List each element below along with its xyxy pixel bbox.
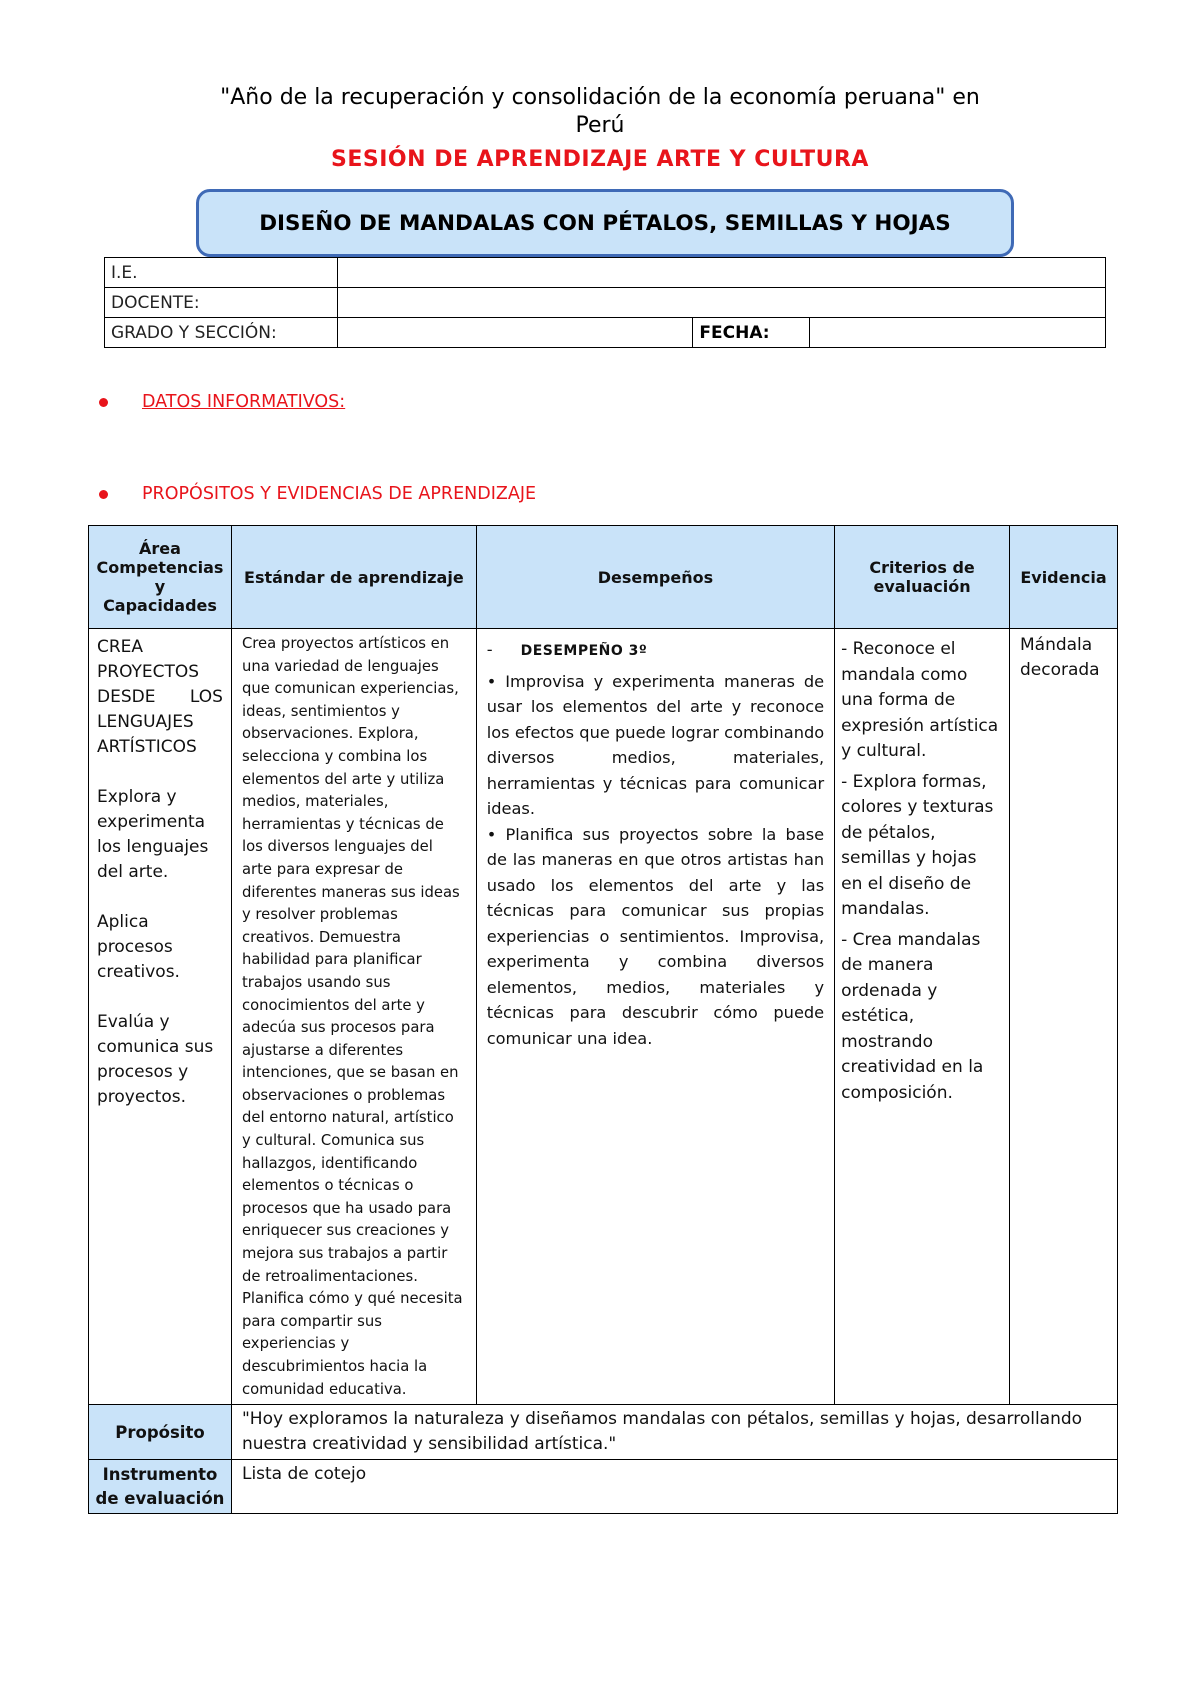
section-datos-title: DATOS INFORMATIVOS: bbox=[142, 392, 346, 412]
learning-table bbox=[88, 525, 1118, 1514]
header-criterios bbox=[835, 526, 1010, 629]
session-title: SESIÓN DE APRENDIZAJE ARTE Y CULTURA bbox=[331, 147, 869, 172]
fecha-label: FECHA: bbox=[693, 318, 810, 348]
instrumento-row bbox=[89, 1460, 1118, 1514]
competencias-cell bbox=[89, 629, 232, 1405]
proposito-text: "Hoy exploramos la naturaleza y diseñamos mandalas con pétalos, semillas y hojas, desarrollando nuestra creatividad y sensibilidad artística." bbox=[231, 1405, 1117, 1460]
capacidad-1: Explora y experimenta los lenguajes del arte. bbox=[97, 787, 209, 882]
motto-line-1: "Año de la recuperación y consolidación de la economía peruana" en bbox=[220, 85, 980, 110]
desempenos-cell bbox=[476, 629, 834, 1405]
ie-value[interactable] bbox=[337, 258, 1105, 288]
grado-value[interactable] bbox=[337, 318, 693, 348]
header-evidencia: Evidencia bbox=[1009, 526, 1117, 629]
docente-label: DOCENTE: bbox=[105, 288, 338, 318]
grado-label: GRADO Y SECCIÓN: bbox=[105, 318, 338, 348]
info-row-ie bbox=[105, 258, 1106, 288]
instrumento-text: Lista de cotejo bbox=[231, 1460, 1117, 1514]
capacidad-2: Aplica procesos creativos. bbox=[97, 912, 180, 982]
criterio-1: - Reconoce el mandala como una forma de expresión artística y cultural. bbox=[841, 639, 999, 761]
bullet-icon bbox=[99, 490, 108, 499]
header-area-line: Capacidades bbox=[103, 596, 217, 615]
header-desempenos: Desempeños bbox=[476, 526, 834, 629]
info-table bbox=[104, 257, 1106, 348]
proposito-label: Propósito bbox=[89, 1405, 232, 1460]
ie-label: I.E. bbox=[105, 258, 338, 288]
content-row bbox=[89, 629, 1118, 1405]
header-estandar: Estándar de aprendizaje bbox=[231, 526, 476, 629]
estandar-cell bbox=[231, 629, 476, 1405]
desempeno-item-2: • Planifica sus proyectos sobre la base de las maneras en que otros artistas han usado los elementos del arte y las técnicas para comunicar sus propias experiencias o sentimientos. Improvisa, experimenta y combina diversos elementos, medios, materiales y técnicas para descubrir cómo puede comunicar una idea. bbox=[486, 824, 825, 1048]
instrumento-label: Instrumento de evaluación bbox=[89, 1460, 232, 1514]
evidencia-text: Mándala decorada bbox=[1019, 635, 1100, 680]
criterio-2: - Explora formas, colores y texturas de pétalos, semillas y hojas en el diseño de mandalas. bbox=[841, 771, 994, 919]
capacidad-3: Evalúa y comunica sus procesos y proyectos. bbox=[97, 1012, 214, 1107]
banner-title: DISEÑO DE MANDALAS CON PÉTALOS, SEMILLAS Y HOJAS bbox=[259, 210, 951, 236]
desempeno-dash: - bbox=[486, 640, 493, 659]
motto bbox=[0, 84, 1200, 140]
fecha-value[interactable] bbox=[810, 318, 1106, 348]
criterio-3: - Crea mandalas de manera ordenada y estética, mostrando creatividad en la composición. bbox=[841, 929, 984, 1103]
proposito-row bbox=[89, 1405, 1118, 1460]
header-area bbox=[89, 526, 232, 629]
evidencia-cell bbox=[1009, 629, 1117, 1405]
header-criterios-line: Criterios de bbox=[869, 558, 975, 577]
desempeno-heading bbox=[487, 637, 824, 665]
estandar-text: Crea proyectos artísticos en una variedad de lenguajes que comunican experiencias, ideas, sentimientos y observaciones. Explora, selecciona y combina los elementos del arte y utiliza medios, materiales, herramientas y técnicas de los diversos lenguajes del arte para expresar de diferentes maneras sus ideas y resolver problemas creativos. Demuestra habilidad para planificar trabajos usando sus conocimientos del arte y adecúa sus procesos para ajustarse a diferentes intenciones, que se basan en observaciones o problemas del entorno natural, artístico y cultural. Comunica sus hallazgos, identificando elementos o técnicas o procesos que ha usado para enriquecer sus creaciones y mejora sus trabajos a partir de retroalimentaciones. Planifica cómo y qué necesita para compartir sus experiencias y descubrimientos hacia la comunidad educativa. bbox=[241, 635, 463, 1398]
info-row-grado bbox=[105, 318, 1106, 348]
desempeno-item-1: • Improvisa y experimenta maneras de usar los elementos del arte y reconoce los efectos que puede lograr combinando diversos medios, materiales, herramientas y técnicas para comunicar ideas. bbox=[486, 671, 825, 818]
section-propositos-title: PROPÓSITOS Y EVIDENCIAS DE APRENDIZAJE bbox=[142, 484, 537, 504]
section-propositos bbox=[99, 484, 536, 504]
info-row-docente bbox=[105, 288, 1106, 318]
header-area-line: Competencias bbox=[96, 558, 224, 577]
desempeno-title: DESEMPEÑO 3º bbox=[520, 643, 648, 659]
section-datos bbox=[99, 392, 345, 412]
motto-line-2: Perú bbox=[575, 113, 625, 138]
header-area-line: y bbox=[154, 577, 166, 596]
session-banner bbox=[196, 189, 1014, 257]
header-row bbox=[89, 526, 1118, 629]
bullet-icon bbox=[99, 398, 108, 407]
competencia-text: CREA PROYECTOS DESDE LOS LENGUAJES ARTÍSTICOS bbox=[97, 637, 223, 757]
header-area-line: Área bbox=[139, 539, 181, 558]
docente-value[interactable] bbox=[337, 288, 1105, 318]
header-criterios-line: evaluación bbox=[873, 577, 971, 596]
criterios-cell bbox=[835, 629, 1010, 1405]
